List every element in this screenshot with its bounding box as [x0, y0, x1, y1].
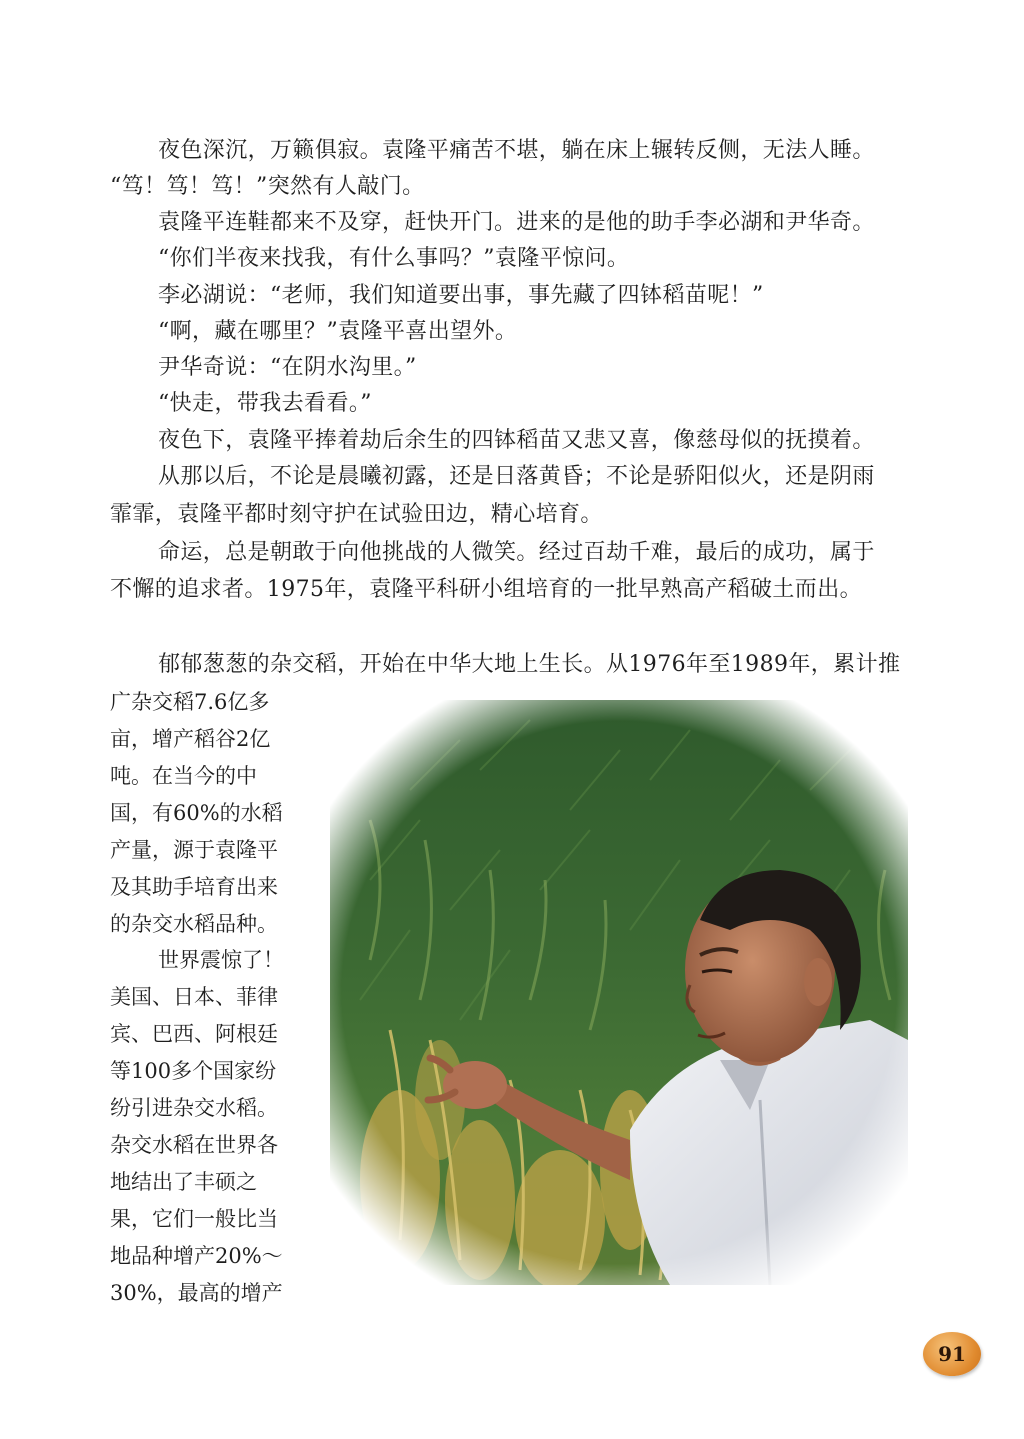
side-text-line: 广杂交稻7.6亿多	[110, 690, 270, 714]
text-line: 命运，总是朝敢于向他挑战的人微笑。经过百劫千难，最后的成功，属于	[158, 540, 875, 565]
side-text-line: 杂交水稻在世界各	[110, 1133, 278, 1157]
side-text-line: 国，有60%的水稻	[110, 801, 283, 825]
side-text-line: 吨。在当今的中	[110, 764, 257, 788]
page-number: 91	[923, 1332, 981, 1376]
side-text-line: 世界震惊了！	[158, 948, 284, 972]
text-line: 李必湖说：“老师，我们知道要出事，事先藏了四钵稻苗呢！”	[158, 283, 764, 308]
text-line: 不懈的追求者。1975年，袁隆平科研小组培育的一批早熟高产稻破土而出。	[110, 577, 862, 602]
side-text-line: 30%，最高的增产	[110, 1281, 283, 1305]
text-line: 郁郁葱葱的杂交稻，开始在中华大地上生长。从1976年至1989年，累计推	[158, 652, 901, 677]
side-text-line: 地结出了丰硕之	[110, 1170, 257, 1194]
rice-field-photo	[330, 700, 908, 1285]
text-line: “你们半夜来找我，有什么事吗？”袁隆平惊问。	[158, 246, 630, 271]
side-text-line: 及其助手培育出来	[110, 875, 278, 899]
side-text-line: 产量，源于袁隆平	[110, 838, 278, 862]
text-line: 从那以后，不论是晨曦初露，还是日落黄昏；不论是骄阳似火，还是阴雨	[158, 464, 875, 489]
text-line: “啊，藏在哪里？”袁隆平喜出望外。	[158, 319, 518, 344]
text-line: 夜色深沉，万籁俱寂。袁隆平痛苦不堪，躺在床上辗转反侧，无法人睡。	[158, 138, 875, 163]
side-text-line: 等100多个国家纷	[110, 1059, 277, 1083]
side-text-line: 美国、日本、菲律	[110, 985, 278, 1009]
text-line: 霏霏，袁隆平都时刻守护在试验田边，精心培育。	[110, 502, 603, 527]
text-line: “笃！笃！笃！”突然有人敲门。	[110, 174, 425, 199]
text-line: “快走，带我去看看。”	[158, 391, 372, 416]
text-line: 袁隆平连鞋都来不及穿，赶快开门。进来的是他的助手李必湖和尹华奇。	[158, 210, 875, 235]
text-line: 夜色下，袁隆平捧着劫后余生的四钵稻苗又悲又喜，像慈母似的抚摸着。	[158, 428, 875, 453]
text-line: 尹华奇说：“在阴水沟里。”	[158, 355, 417, 380]
side-text-line: 果，它们一般比当	[110, 1207, 278, 1231]
side-text-line: 地品种增产20%～	[110, 1244, 283, 1268]
side-text-line: 的杂交水稻品种。	[110, 912, 278, 936]
side-text-line: 纷引进杂交水稻。	[110, 1096, 278, 1120]
side-text-line: 亩，增产稻谷2亿	[110, 727, 271, 751]
side-text-line: 宾、巴西、阿根廷	[110, 1022, 278, 1046]
